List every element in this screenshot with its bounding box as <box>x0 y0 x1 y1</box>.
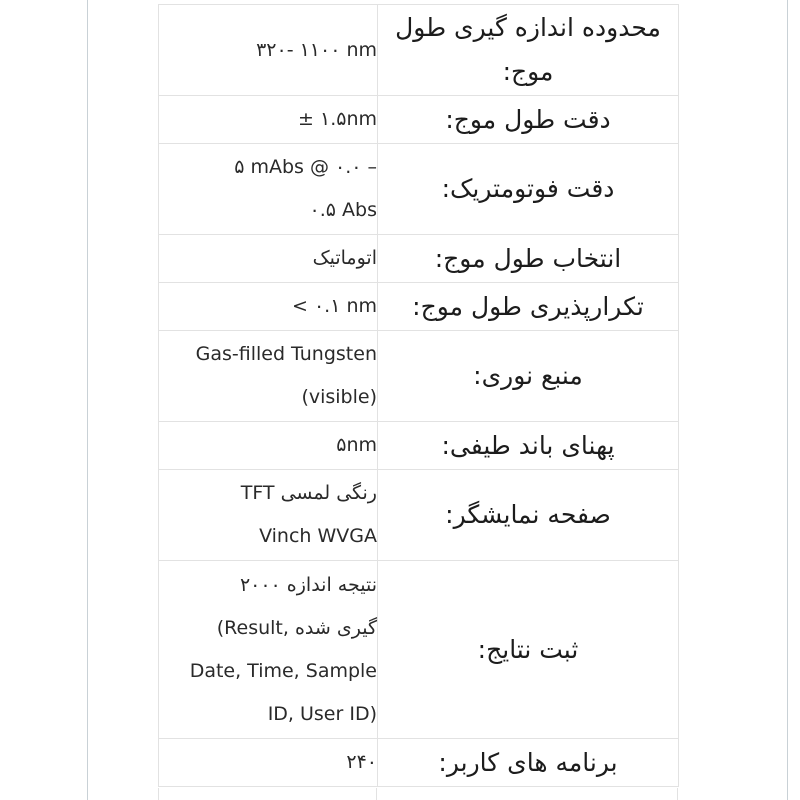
spec-value <box>159 422 378 470</box>
spec-label: ثبت نتایج: <box>378 561 679 739</box>
spec-value-line: ۵nm <box>336 434 377 456</box>
spec-value <box>159 96 378 144</box>
spec-value-line: Gas-filled Tungsten <box>195 343 377 365</box>
spec-row <box>159 739 679 787</box>
spec-label: منبع نوری: <box>378 331 679 422</box>
spec-value-line: (visible) <box>301 386 377 408</box>
next-row-right-edge <box>677 788 678 800</box>
spec-row <box>159 235 679 283</box>
spec-value-line: ۵ mAbs @ ۰.۰ – <box>234 156 377 178</box>
spec-value <box>159 470 378 561</box>
spec-value-line: ± ۱.۵nm <box>298 108 377 130</box>
spec-row <box>159 561 679 739</box>
spec-value <box>159 283 378 331</box>
spec-value-line: < ۰.۱ nm <box>292 295 377 317</box>
specifications-table-body <box>159 5 679 787</box>
spec-value-line: Date, Time, Sample <box>189 659 377 682</box>
spec-value-line: ۲۴۰ <box>346 751 377 773</box>
spec-value <box>159 331 378 422</box>
spec-row <box>159 331 679 422</box>
page-left-border <box>87 0 88 800</box>
spec-row <box>159 470 679 561</box>
spec-row <box>159 144 679 235</box>
spec-row <box>159 96 679 144</box>
spec-label: دقت فوتومتریک: <box>378 144 679 235</box>
spec-row <box>159 5 679 96</box>
spec-value <box>159 144 378 235</box>
spec-value-line: (Result, گیری شده <box>216 616 377 639</box>
next-row-stub <box>158 788 678 800</box>
specifications-table <box>158 4 679 787</box>
spec-value-line: اتوماتیک <box>312 247 377 269</box>
spec-value <box>159 235 378 283</box>
spec-value-line: TFT رنگی لمسی <box>240 482 377 504</box>
spec-label: پهنای باند طیفی: <box>378 422 679 470</box>
spec-value <box>159 561 378 739</box>
spec-value-line: ۰.۵ Abs <box>309 199 377 221</box>
spec-value-line: ۳۲۰- ۱۱۰۰ nm <box>256 38 377 61</box>
spec-label: دقت طول موج: <box>378 96 679 144</box>
spec-value-line: Vinch WVGA <box>259 525 377 547</box>
spec-value <box>159 5 378 96</box>
spec-value <box>159 739 378 787</box>
spec-label: صفحه نمایشگر: <box>378 470 679 561</box>
spec-row <box>159 283 679 331</box>
page-right-border <box>787 0 788 800</box>
spec-label: انتخاب طول موج: <box>378 235 679 283</box>
spec-label: تکرارپذیری طول موج: <box>378 283 679 331</box>
next-row-divider <box>376 788 377 800</box>
next-row-left-edge <box>158 788 159 800</box>
spec-value-line: نتیجه اندازه ۲۰۰۰ <box>239 573 377 596</box>
spec-value-line: ID, User ID) <box>267 702 377 725</box>
spec-label: محدوده اندازه گیری طول موج: <box>378 5 679 96</box>
spec-label: برنامه های کاربر: <box>378 739 679 787</box>
spec-row <box>159 422 679 470</box>
